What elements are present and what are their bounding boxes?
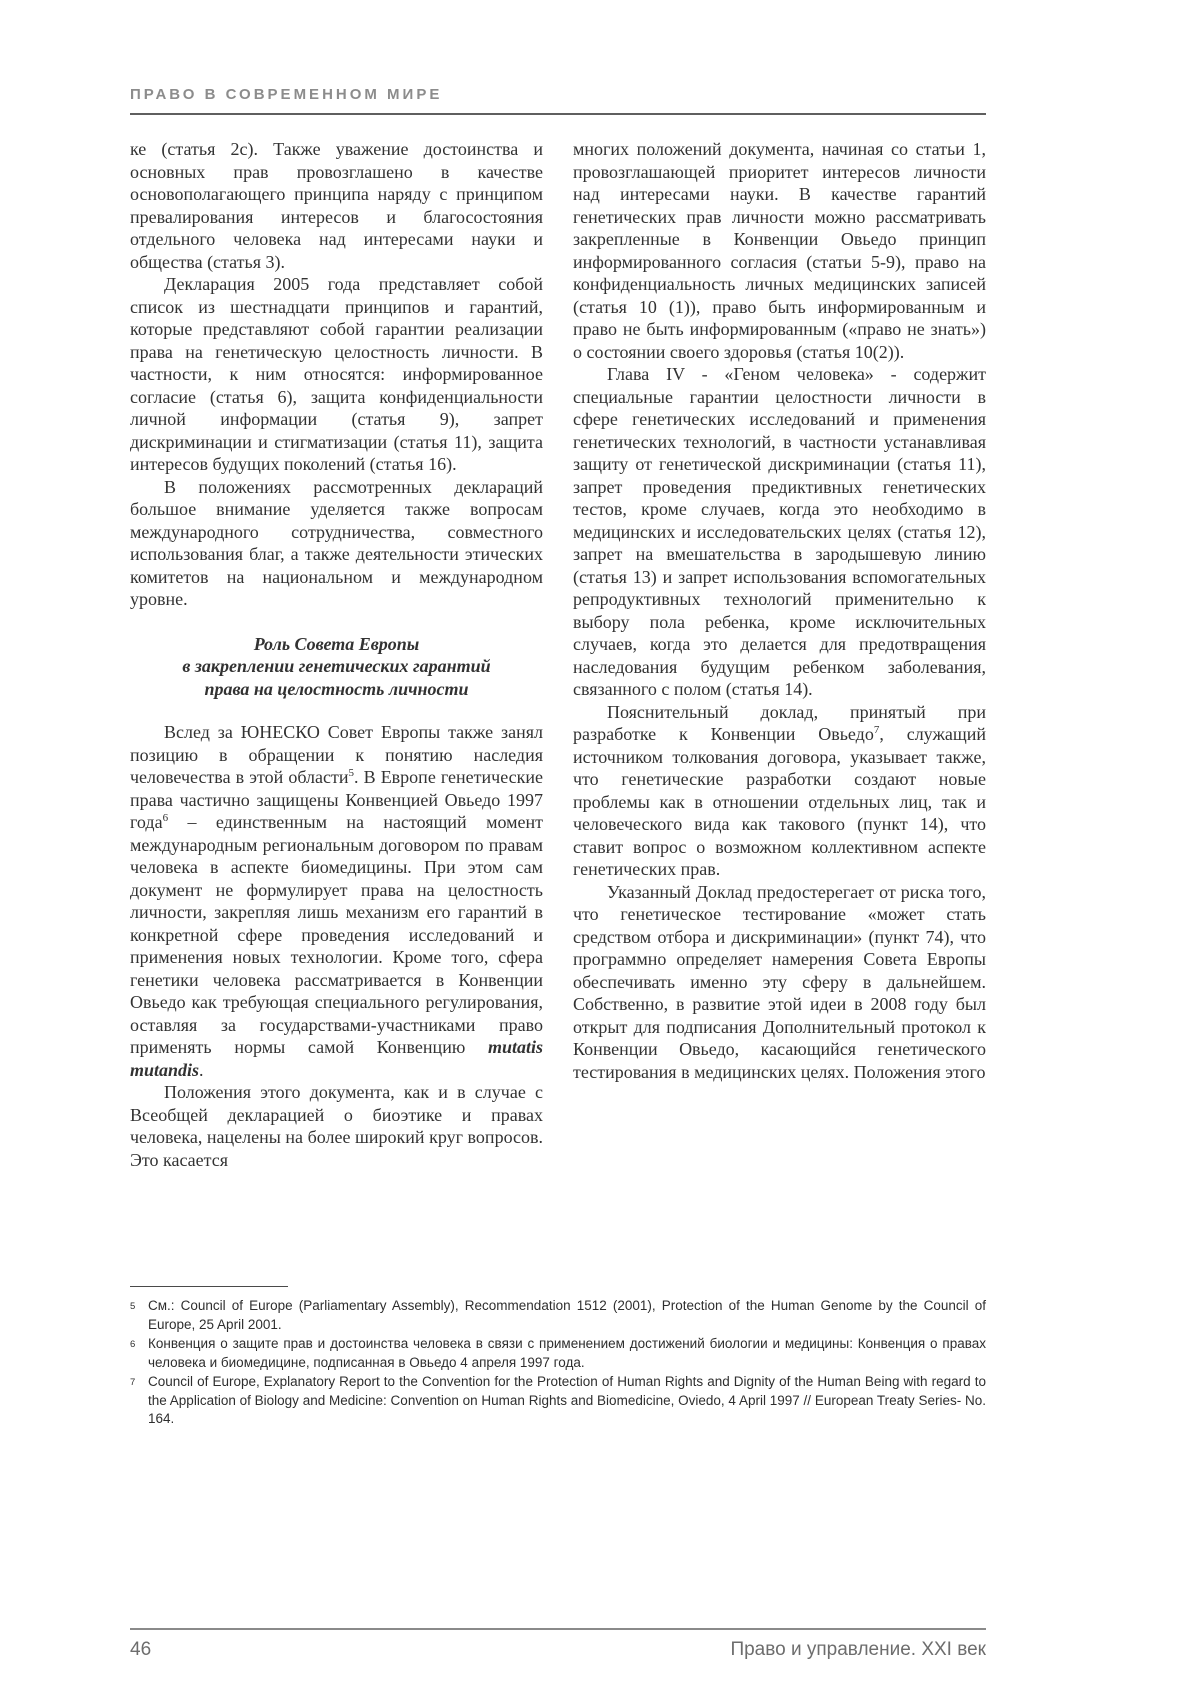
footnote-number: 7	[130, 1377, 136, 1388]
paragraph: ке (статья 2с). Также уважение достоинства и основных прав провозглашено в качестве основополагающего принципа наряду с принципом превалирования интересов и благосостояния отдельного человека над интересами науки и общества (статья 3).	[130, 139, 543, 272]
page-number: 46	[130, 1639, 152, 1660]
paragraph: В положениях рассмотренных деклараций большое внимание уделяется также вопросам международного сотрудничества, совместного использования благ, а также деятельности этических комитетов на национальном и международном уровне.	[130, 476, 543, 609]
paragraph: Вслед за ЮНЕСКО Совет Европы также занял позицию в обращении к понятию наследия человечества в этой области$^5$. В Европе генетические права частично защищены Конвенцией Овьедо 1997 года$^6$ – единственным на настоящий момент международным региональным договором по правам человека в аспекте биомедицины. При этом сам документ не формулирует права на целостность личности, закрепляя лишь механизм его гарантий в конкретной сфере проведения исследований и применения новых технологии. Кроме того, сфера генетики человека рассматривается в Конвенции Овьедо как требующая специального регулирования, оставляя за государствами-участниками право применять нормы самой Конвенцию mutatis mutandis.	[130, 722, 543, 1080]
left-column	[130, 138, 543, 1278]
article-body	[130, 138, 986, 1278]
footnote-text: См.: Council of Europe (Parliamentary Assembly), Recommendation 1512 (2001), Protection of the Human Genome by the Council of Europe, 25 April 2001.	[148, 1298, 986, 1332]
paragraph: Пояснительный доклад, принятый при разработке к Конвенции Овьедо$^7$, служащий источником толкования договора, указывает также, что генетические разработки создают новые проблемы как в отношении отдельных лиц, так и человеческого вида как такового (пункт 14), что ставит вопрос о возможном коллективном аспекте генетических прав.	[573, 701, 986, 879]
section-heading-line: права на целостность личности	[204, 678, 469, 699]
footnotes-section	[130, 1286, 986, 1430]
journal-title: Право и управление. XXI век	[730, 1639, 986, 1660]
footnote	[130, 1335, 986, 1372]
page-footer	[130, 1628, 986, 1661]
paragraph: Декларация 2005 года представляет собой список из шестнадцати принципов и гарантий, которые представляют собой гарантии реализации права на генетическую целостность личности. В частности, к ним относятся: информированное согласие (статья 6), защита конфиденциальности личной информации (статья 9), запрет дискриминации и стигматизации (статья 11), защита интересов будущих поколений (статья 16).	[130, 274, 543, 474]
footnote	[130, 1373, 986, 1429]
footnote	[130, 1297, 986, 1334]
paragraph: Положения этого документа, как и в случае с Всеобщей декларацией о биоэтике и правах человека, нацелены на более широкий круг вопросов. Это касается	[130, 1082, 543, 1170]
section-heading-line: Роль Совета Европы	[253, 633, 420, 654]
footnote-number: 5	[130, 1301, 136, 1312]
footnote-number: 6	[130, 1339, 136, 1350]
running-header	[130, 86, 986, 115]
footnote-text: Council of Europe, Explanatory Report to the Convention for the Protection of Human Rights and Dignity of the Human Being with regard to the Application of Biology and Medicine: Convention on Human Rights and Biomedicine, Oviedo, 4 April 1997 // European Treaty Series- No. 164.	[148, 1374, 986, 1426]
footnote-text: Конвенция о защите прав и достоинства человека в связи с применением достижений биологии и медицины: Конвенция о правах человека и биомедицине, подписанная в Овьедо 4 апреля 1997 года.	[148, 1336, 986, 1370]
paragraph: Указанный Доклад предостерегает от риска того, что генетическое тестирование «может стать средством отбора и дискриминации» (пункт 74), что программно определяет намерения Совета Европы обеспечивать именно эту сферу в дальнейшем. Собственно, в развитие этой идеи в 2008 году был открыт для подписания Дополнительный протокол к Конвенции Овьедо, касающийся генетического тестирования в медицинских целях. Положения этого	[573, 881, 986, 1082]
footnote-separator	[130, 1286, 288, 1287]
footnote-list	[130, 1297, 986, 1429]
section-heading-line: в закреплении генетических гарантий	[182, 656, 491, 676]
running-header-title: ПРАВО В СОВРЕМЕННОМ МИРЕ	[130, 86, 443, 103]
right-column	[573, 138, 986, 1278]
section-heading	[130, 633, 543, 701]
paragraph: Глава IV - «Геном человека» - содержит специальные гарантии целостности личности в сфере генетических исследований и применения генетических технологий, в частности устанавливая защиту от генетической дискриминации (статья 11), запрет проведения предиктивных генетических тестов, кроме случаев, когда это необходимо в медицинских и исследовательских целях (статья 12), запрет на вмешательства в зародышевую линию (статья 13) и запрет использования вспомогательных репродуктивных технологий применительно к выбору пола ребенка, кроме исключительных случаев, когда это делается для предотвращения наследования будущим ребенком заболевания, связанного с полом (статья 14).	[573, 364, 986, 699]
paragraph: многих положений документа, начиная со статьи 1, провозглашающей приоритет интересов личности над интересами науки. В качестве гарантий генетических прав личности можно рассматривать закрепленные в Конвенции Овьедо принцип информированного согласия (статьи 5-9), право на конфиденциальность личных медицинских записей (статья 10 (1)), право быть информированным и право не быть информированным («право не знать») о состоянии своего здоровья (статья 10(2)).	[573, 139, 986, 362]
